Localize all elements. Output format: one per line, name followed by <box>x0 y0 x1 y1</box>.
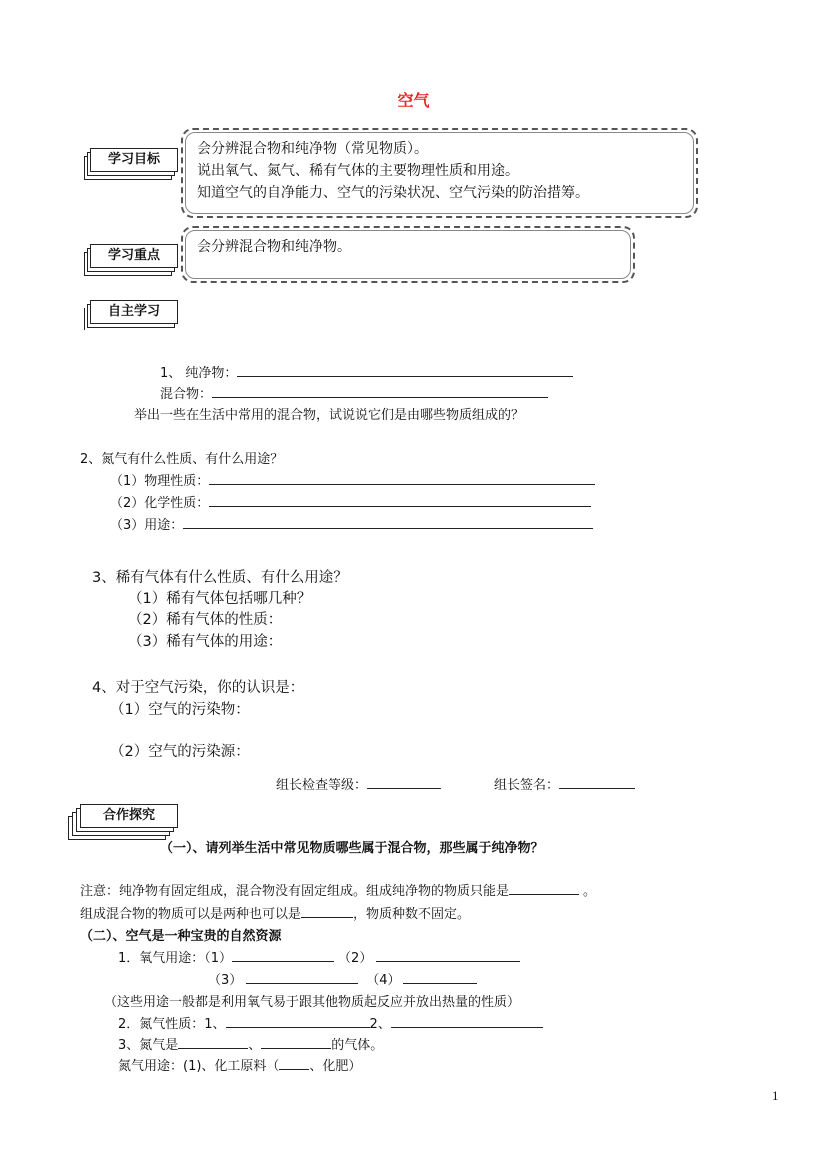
q2-physical-row <box>110 470 595 489</box>
tag-label: 合作探究 <box>80 804 178 828</box>
n2-property-blank-2[interactable] <box>391 1015 543 1028</box>
tag-self-study <box>84 300 172 324</box>
part1-note-1 <box>80 880 596 899</box>
leader-grade-label: 组长检查等级： <box>276 778 368 793</box>
leader-sign-blank[interactable] <box>559 776 635 789</box>
q1-mix-label: 混合物： <box>160 387 213 402</box>
n2-is-blank-2[interactable] <box>261 1036 331 1049</box>
n2-use-blank[interactable] <box>279 1057 309 1070</box>
n2-property-label: 2．氮气性质：1、 <box>118 1017 226 1032</box>
o2-use-label: 1．氧气用途：（1） <box>118 951 233 966</box>
n2-is-sep: 、 <box>248 1038 262 1053</box>
o2-use-blank-1[interactable] <box>232 949 334 962</box>
n2-is-blank-1[interactable] <box>178 1036 248 1049</box>
q2-physical-blank[interactable] <box>209 472 595 485</box>
part1-note-2-blank[interactable] <box>301 905 353 918</box>
o2-use-label-2: （2） <box>338 951 373 966</box>
o2-use-blank-3[interactable] <box>246 971 358 984</box>
part1-heading: （一）、请列举生活中常见物质哪些属于混合物，那些属于纯净物？ <box>160 841 544 856</box>
n2-property-row <box>118 1013 543 1032</box>
q2-heading: 2、氮气有什么性质、有什么用途？ <box>80 452 284 467</box>
q2-use-label: （3）用途： <box>110 518 184 533</box>
q3-uses: （3）稀有气体的用途： <box>128 634 283 650</box>
o2-use-label-4: （4） <box>366 973 401 988</box>
part1-note-1-blank[interactable] <box>509 882 579 895</box>
q3-heading: 3、稀有气体有什么性质、有什么用途？ <box>92 570 348 586</box>
n2-is-label: 3、氮气是 <box>118 1038 179 1053</box>
leader-grade-row <box>276 774 441 793</box>
tag-cooperate <box>68 804 178 828</box>
o2-use-label-3: （3） <box>208 973 243 988</box>
leader-sign-label: 组长签名： <box>494 778 560 793</box>
q4-heading: 4、对于空气污染，你的认识是： <box>92 680 305 696</box>
q4-sources: （2）空气的污染源： <box>110 744 250 760</box>
tag-label: 学习重点 <box>90 244 178 268</box>
part1-note-2 <box>80 903 470 922</box>
n2-property-label-2: 2、 <box>369 1017 391 1032</box>
n2-is-end: 的气体。 <box>331 1038 384 1053</box>
q3-kinds: （1）稀有气体包括哪几种？ <box>128 591 312 607</box>
leader-sign-row <box>494 774 635 793</box>
n2-use-row <box>118 1055 361 1074</box>
n2-use-end: 、化肥） <box>309 1059 362 1074</box>
o2-note: （这些用途一般都是利用氧气易于跟其他物质起反应并放出热量的性质） <box>104 995 521 1010</box>
q2-chemical-row <box>110 492 591 511</box>
page-title: 空气 <box>397 91 430 110</box>
tag-learning-focus <box>84 244 172 268</box>
goal-line-2: 说出氧气、氮气、稀有气体的主要物理性质和用途。 <box>197 163 519 179</box>
q3-properties: （2）稀有气体的性质： <box>128 612 283 628</box>
q1-mix-blank[interactable] <box>212 385 548 398</box>
leader-grade-blank[interactable] <box>367 776 441 789</box>
q1-mix-row <box>160 383 548 402</box>
tag-label: 自主学习 <box>90 300 178 324</box>
q2-chemical-label: （2）化学性质： <box>110 496 210 511</box>
q1-pure-blank[interactable] <box>237 364 573 377</box>
part1-note-1-text: 注意：纯净物有固定组成，混合物没有固定组成。组成纯净物的物质只能是 <box>80 884 510 899</box>
q4-pollutants: （1）空气的污染物： <box>110 702 250 718</box>
q2-use-blank[interactable] <box>183 516 593 529</box>
q2-chemical-blank[interactable] <box>209 494 591 507</box>
o2-use-row-2 <box>208 969 477 988</box>
part1-note-2-end: ，物质种数不固定。 <box>353 907 471 922</box>
part2-heading: （二）、空气是一种宝贵的自然资源 <box>80 929 282 944</box>
tag-label: 学习目标 <box>90 148 178 172</box>
goal-line-1: 会分辨混合物和纯净物（常见物质）。 <box>197 141 428 157</box>
learning-focus-box <box>181 226 635 283</box>
q1-pure-row <box>160 362 573 381</box>
o2-use-blank-4[interactable] <box>403 971 477 984</box>
page-number: 1 <box>772 1088 779 1103</box>
q1-question: 举出一些在生活中常用的混合物，试说说它们是由哪些物质组成的？ <box>134 408 525 423</box>
n2-is-row <box>118 1034 383 1053</box>
n2-property-blank-1[interactable] <box>226 1015 370 1028</box>
part1-note-2-text: 组成混合物的物质可以是两种也可以是 <box>80 907 302 922</box>
part1-note-1-end: 。 <box>583 884 597 899</box>
o2-use-row-1 <box>118 947 520 966</box>
o2-use-blank-2[interactable] <box>376 949 520 962</box>
n2-use-label: 氮气用途：(1)、化工原料（ <box>118 1059 280 1074</box>
q2-physical-label: （1）物理性质： <box>110 474 210 489</box>
learning-goals-box <box>181 128 698 218</box>
tag-learning-goals <box>84 148 172 172</box>
q2-use-row <box>110 514 593 533</box>
q1-pure-label: 1、 纯净物： <box>160 366 238 381</box>
focus-line-1: 会分辨混合物和纯净物。 <box>197 239 351 255</box>
goal-line-3: 知道空气的自净能力、空气的污染状况、空气污染的防治措筹。 <box>197 185 589 201</box>
